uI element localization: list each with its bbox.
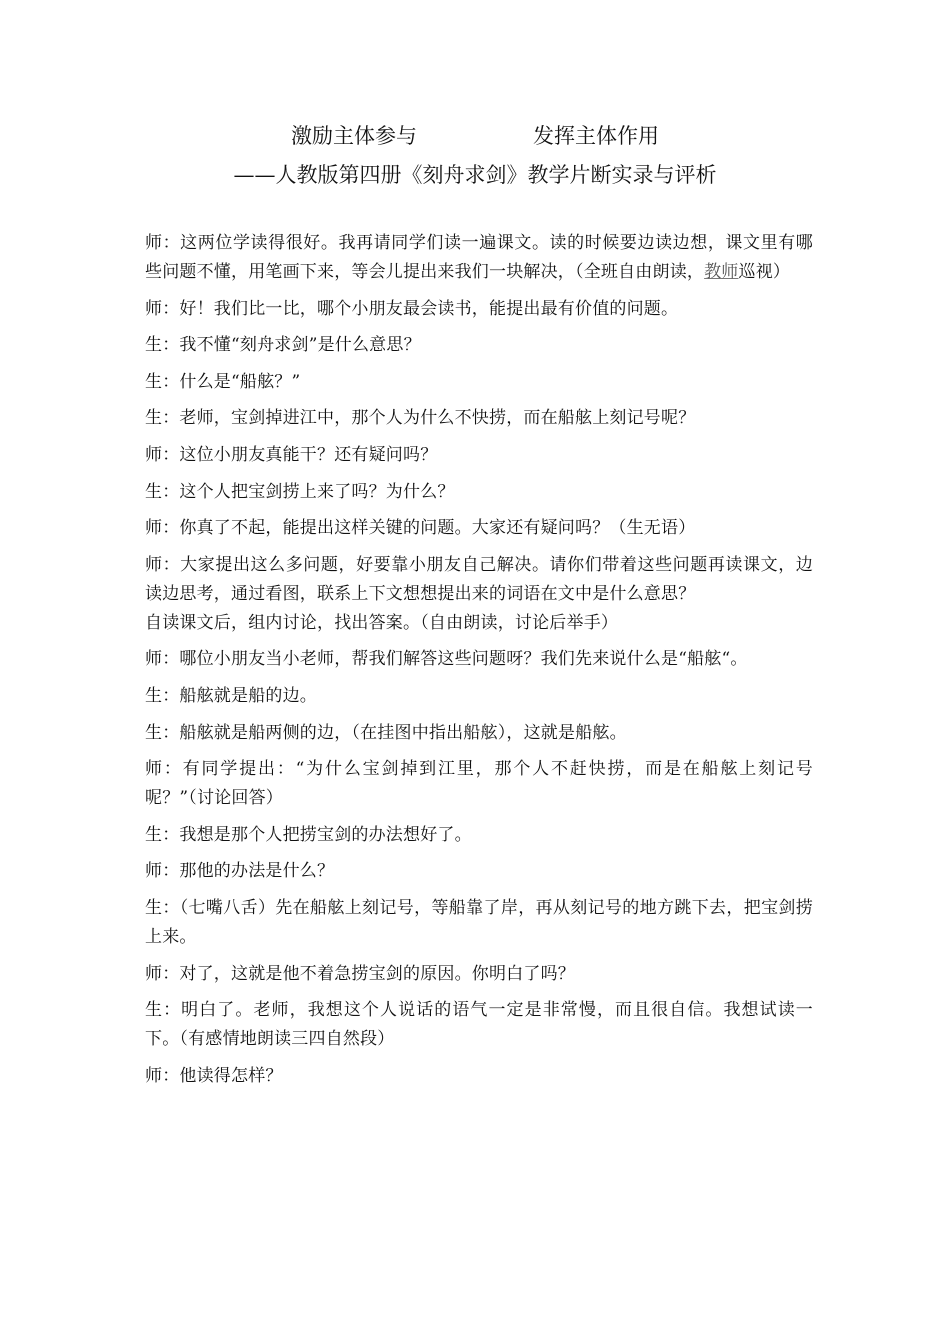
transcript-paragraph: 生：老师，宝剑掉进江中，那个人为什么不快捞，而在船舷上刻记号呢？ bbox=[145, 408, 696, 429]
document-title bbox=[0, 121, 950, 151]
transcript-paragraph: 师：哪位小朋友当小老师，帮我们解答这些问题呀？我们先来说什么是“船舷“。 bbox=[145, 649, 748, 670]
transcript-paragraph: 师：这位小朋友真能干？还有疑问吗？ bbox=[145, 444, 438, 465]
transcript-paragraph: 生：（七嘴八舌）先在船舷上刻记号，等船靠了岸，再从刻记号的地方跳下去，把宝剑捞上来。 bbox=[145, 897, 813, 947]
document-subtitle: ——人教版第四册《刻舟求剑》教学片断实录与评析 bbox=[233, 163, 717, 187]
transcript-paragraph: 师：他读得怎样？ bbox=[145, 1065, 283, 1086]
transcript-paragraph: 生：明白了。老师，我想这个人说话的语气一定是非常慢，而且很自信。我想试读一下。（有感情地朗读三四自然段） bbox=[145, 1000, 813, 1050]
paragraph-text: 师：这两位学读得很好。我再请同学们读一遍课文。读的时候要边读边想，课文里有哪些问题不懂，用笔画下来，等会儿提出来我们一块解决，（全班自由朗读， bbox=[145, 233, 813, 282]
hyperlink-teacher[interactable]: 教师 bbox=[704, 262, 739, 282]
transcript-paragraph: 生：这个人把宝剑捞上来了吗？为什么？ bbox=[145, 481, 455, 502]
transcript-paragraph bbox=[145, 229, 813, 287]
transcript-paragraph: 生：船舷就是船两侧的边，（在挂图中指出船舷），这就是船舷。 bbox=[145, 722, 627, 743]
title-right: 发挥主体作用 bbox=[533, 124, 659, 148]
paragraph-text: 巡视） bbox=[738, 262, 791, 282]
transcript-paragraph: 师：你真了不起，能提出这样关键的问题。大家还有疑问吗？（生无语） bbox=[145, 518, 696, 539]
transcript-paragraph: 师：有同学提出：“为什么宝剑掉到江里，那个人不赶快捞，而是在船舷上刻记号呢？”（讨论回答） bbox=[145, 759, 813, 809]
transcript-paragraph: 师：好！我们比一比，哪个小朋友最会读书，能提出最有价值的问题。 bbox=[145, 298, 679, 319]
transcript-paragraph: 师：对了，这就是他不着急捞宝剑的原因。你明白了吗？ bbox=[145, 963, 575, 984]
title-left: 激励主体参与 bbox=[291, 124, 417, 148]
transcript-paragraph: 师：那他的办法是什么？ bbox=[145, 861, 335, 882]
transcript-paragraph: 生：什么是“船舷？” bbox=[145, 371, 301, 392]
transcript-paragraph: 生：船舷就是船的边。 bbox=[145, 685, 317, 706]
transcript-paragraph: 师：大家提出这么多问题，好要靠小朋友自己解决。请你们带着这些问题再读课文，边读边思考，通过看图，联系上下文想想提出来的词语在文中是什么意思？ bbox=[145, 554, 813, 604]
transcript-paragraph: 自读课文后，组内讨论，找出答案。（自由朗读，讨论后举手） bbox=[145, 612, 619, 633]
transcript-paragraph: 生：我想是那个人把捞宝剑的办法想好了。 bbox=[145, 824, 472, 845]
transcript-paragraph: 生：我不懂“刻舟求剑”是什么意思？ bbox=[145, 335, 421, 356]
transcript-body bbox=[145, 229, 813, 1098]
